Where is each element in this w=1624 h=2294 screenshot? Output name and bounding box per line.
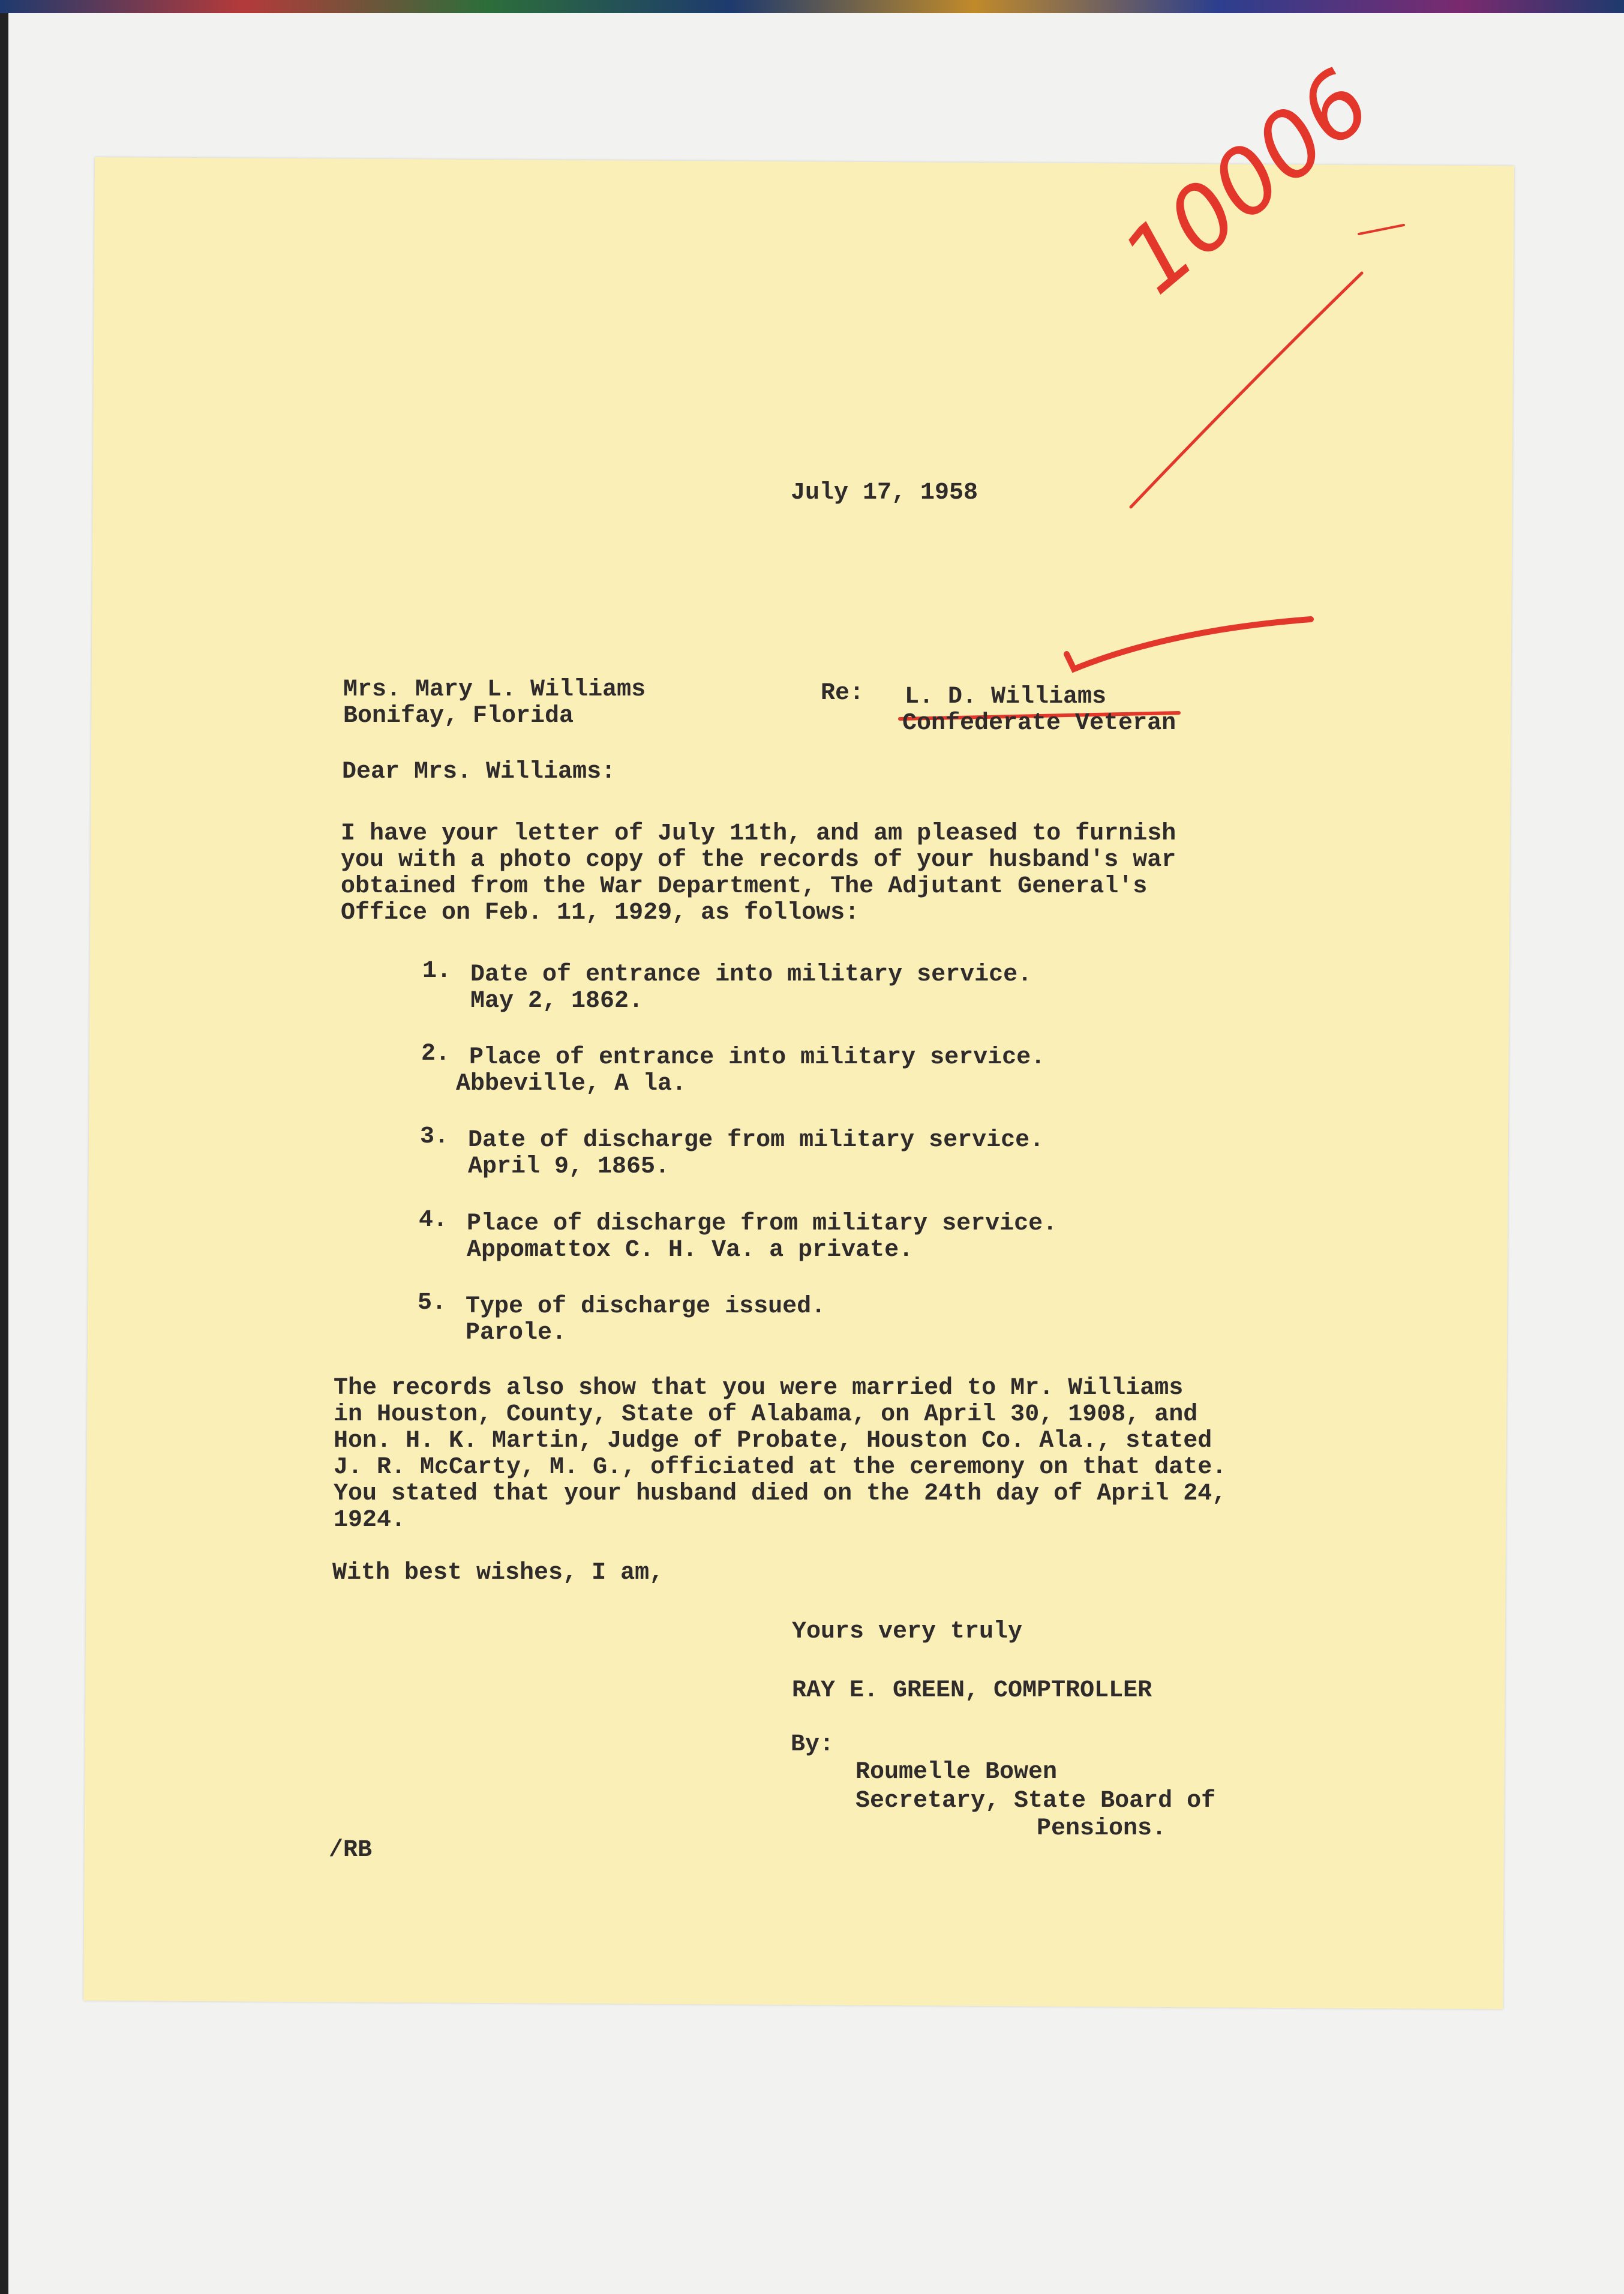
intro-line: I have your letter of July 11th, and am pleased to furnish bbox=[341, 820, 1176, 847]
handwritten-file-number: 10006 bbox=[1104, 50, 1391, 314]
recipient-name: Mrs. Mary L. Williams bbox=[343, 676, 646, 703]
by-label: By: bbox=[791, 1731, 834, 1758]
agent-title: Secretary, State Board of bbox=[855, 1788, 1216, 1815]
item-title: Place of entrance into military service. bbox=[469, 1044, 1046, 1071]
item-number: 3. bbox=[420, 1123, 449, 1150]
item-number: 1. bbox=[422, 958, 452, 985]
intro-line: Office on Feb. 11, 1929, as follows: bbox=[341, 899, 860, 926]
re-description: Confederate Veteran bbox=[902, 710, 1176, 737]
re-label: Re: bbox=[821, 680, 864, 707]
body-line: You stated that your husband died on the 24th day of April 24, bbox=[334, 1480, 1227, 1507]
scanner-color-strip bbox=[0, 0, 1624, 13]
item-number: 2. bbox=[421, 1040, 451, 1067]
intro-line: obtained from the War Department, The Adjutant General's bbox=[341, 873, 1148, 900]
body-line: Hon. H. K. Martin, Judge of Probate, Houston Co. Ala., stated bbox=[334, 1428, 1212, 1455]
item-value: May 2, 1862. bbox=[470, 988, 644, 1015]
closing-line: With best wishes, I am, bbox=[332, 1560, 664, 1587]
item-value: Appomattox C. H. Va. a private. bbox=[467, 1237, 914, 1264]
re-name: L. D. Williams bbox=[905, 683, 1107, 710]
body-line: J. R. McCarty, M. G., officiated at the ceremony on that date. bbox=[334, 1454, 1227, 1481]
item-title: Date of entrance into military service. bbox=[470, 961, 1032, 988]
intro-line: you with a photo copy of the records of your husband's war bbox=[341, 847, 1176, 874]
salutation: Dear Mrs. Williams: bbox=[342, 758, 616, 785]
item-title: Place of discharge from military service. bbox=[467, 1210, 1058, 1237]
item-title: Date of discharge from military service. bbox=[468, 1127, 1044, 1154]
recipient-city: Bonifay, Florida bbox=[343, 703, 574, 730]
item-title: Type of discharge issued. bbox=[466, 1293, 826, 1320]
agent-title-continued: Pensions. bbox=[1037, 1815, 1167, 1842]
scanner-left-edge bbox=[0, 13, 8, 2294]
item-value: April 9, 1865. bbox=[468, 1153, 670, 1180]
typist-initials: /RB bbox=[329, 1837, 373, 1864]
agent-name: Roumelle Bowen bbox=[855, 1759, 1058, 1786]
body-line: in Houston, County, State of Alabama, on April 30, 1908, and bbox=[334, 1401, 1198, 1428]
item-value: Abbeville, A la. bbox=[456, 1070, 687, 1097]
valediction: Yours very truly bbox=[792, 1618, 1023, 1645]
body-line: The records also show that you were married to Mr. Williams bbox=[334, 1375, 1184, 1402]
letter-date: July 17, 1958 bbox=[791, 479, 978, 506]
item-value: Parole. bbox=[466, 1320, 567, 1347]
item-number: 5. bbox=[418, 1290, 447, 1317]
item-number: 4. bbox=[419, 1207, 448, 1234]
body-line: 1924. bbox=[334, 1507, 406, 1534]
signer-name: RAY E. GREEN, COMPTROLLER bbox=[792, 1677, 1152, 1704]
